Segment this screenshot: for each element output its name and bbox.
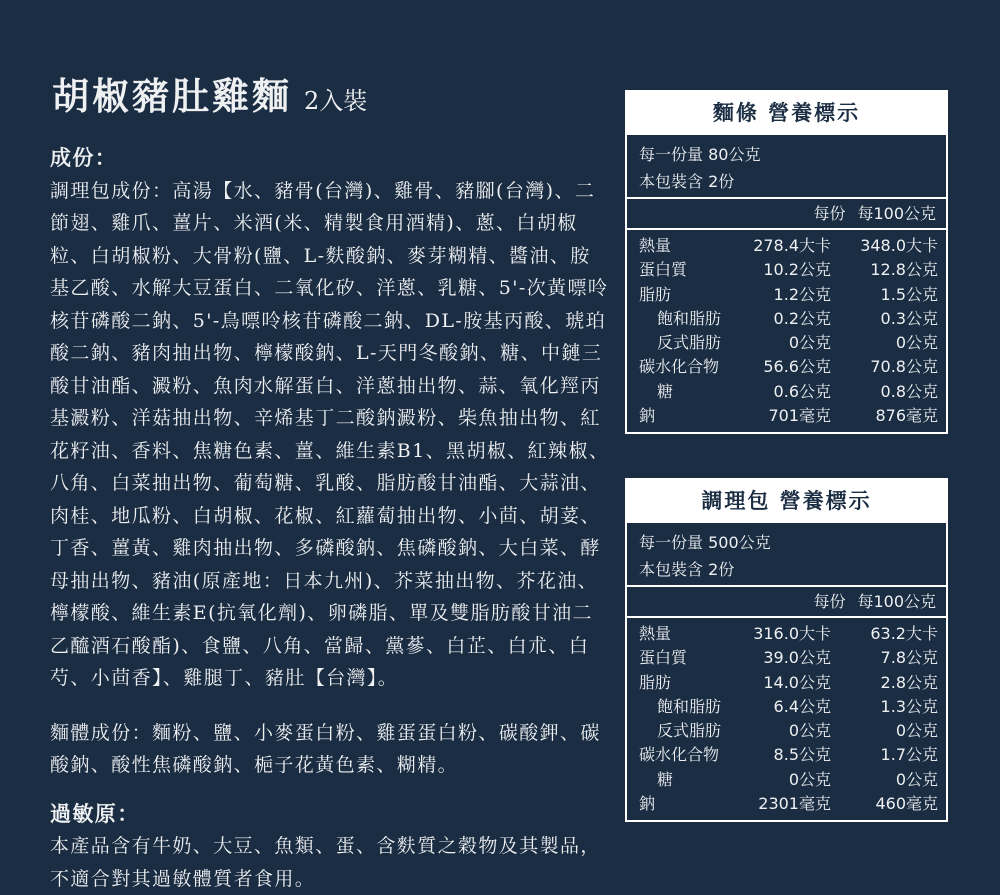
- nutrient-row: [627, 792, 946, 816]
- nutrient-row: [627, 355, 946, 379]
- seasoning-text: 高湯【水、豬骨(台灣)、雞骨、豬腳(台灣)、二節翅、雞爪、薑片、米酒(米、精製食用酒精)、蔥、白胡椒粒、白胡椒粉、大骨粉(鹽、L-麩酸鈉、麥芽糊精、醬油、胺基乙酸、水解大豆蛋白、二氧化矽、洋蔥、乳糖、5'-次黃嘌呤核苷磷酸二鈉、5'-鳥嘌呤核苷磷酸二鈉、DL-胺基丙酸、琥珀酸二鈉、豬肉抽出物、檸檬酸鈉、L-天門冬酸鈉、糖、中鏈三酸甘油酯、澱粉、魚肉水解蛋白、洋蔥抽出物、蒜、氧化羥丙基澱粉、洋菇抽出物、辛烯基丁二酸鈉澱粉、柴魚抽出物、紅花籽油、香料、焦糖色素、薑、維生素B1、黑胡椒、紅辣椒、八角、白菜抽出物、葡萄糖、乳酸、脂肪酸甘油酯、大蒜油、肉桂、地瓜粉、白胡椒、花椒、紅蘿蔔抽出物、小茴、胡荽、丁香、薑黃、雞肉抽出物、多磷酸鈉、焦磷酸鈉、大白菜、酵母抽出物、豬油(原產地：日本九州)、芥菜抽出物、芥花油、檸檬酸、維生素E(抗氧化劑)、卵磷脂、單及雙脂肪酸甘油二乙醯酒石酸酯)、食鹽、八角、當歸、黨蔘、白芷、白朮、白芍、小茴香】、雞腿丁、豬肚【台灣】。: [50, 179, 610, 689]
- nutrient-name: 飽和脂肪: [657, 308, 722, 328]
- per-100g-value: 876毫克: [875, 406, 938, 426]
- col-per-100g: 每100公克: [857, 204, 936, 223]
- ingredients-heading: 成份：: [50, 145, 118, 170]
- nutrient-name: 飽和脂肪: [657, 696, 722, 716]
- nutrient-rows: [627, 618, 946, 820]
- nutrient-name: 脂肪: [639, 672, 672, 692]
- per-serving-value: 2301毫克: [758, 794, 831, 814]
- nutrient-row: [627, 622, 946, 646]
- ingredients-section: [50, 142, 610, 895]
- per-100g-value: 70.8公克: [870, 357, 938, 377]
- col-per-serving: 每份: [813, 204, 846, 223]
- serving-info: [627, 523, 946, 587]
- per-100g-value: 7.8公克: [880, 648, 938, 668]
- nutrient-row: [627, 404, 946, 428]
- per-100g-value: 1.3公克: [880, 696, 938, 716]
- per-serving-value: 6.4公克: [773, 696, 831, 716]
- spacer: [50, 695, 610, 717]
- nutrient-row: [627, 646, 946, 670]
- nutrient-name: 鈉: [639, 794, 656, 814]
- seasoning-ingredients: [50, 175, 610, 695]
- nutrient-name: 蛋白質: [639, 260, 688, 280]
- noodle-text: 麵粉、鹽、小麥蛋白粉、雞蛋蛋白粉、碳酸鉀、碳酸鈉、酸性焦磷酸鈉、梔子花黃色素、糊精。: [50, 721, 601, 776]
- seasoning-nutrition-panel: [625, 478, 948, 822]
- per-serving-value: 8.5公克: [773, 745, 831, 765]
- nutrient-row: [627, 307, 946, 331]
- nutrient-row: [627, 719, 946, 743]
- nutrient-name: 蛋白質: [639, 648, 688, 668]
- nutrient-row: [627, 380, 946, 404]
- col-per-serving: 每份: [813, 592, 846, 611]
- per-100g-value: 63.2大卡: [870, 624, 938, 643]
- nutrient-row: [627, 258, 946, 282]
- nutrient-rows: [627, 230, 946, 432]
- per-100g-value: 2.8公克: [880, 672, 938, 692]
- per-serving-value: 10.2公克: [763, 260, 831, 280]
- nutrient-name: 糖: [657, 381, 674, 401]
- nutrient-row: [627, 283, 946, 307]
- allergen-text: 本產品含有牛奶、大豆、魚類、蛋、含麩質之穀物及其製品，不適合對其過敏體質者食用。: [50, 835, 601, 890]
- noodle-ingredients: [50, 717, 610, 782]
- per-serving-value: 0.2公克: [773, 308, 831, 328]
- per-serving-value: 1.2公克: [773, 284, 831, 304]
- nutrient-row: [627, 671, 946, 695]
- per-serving-value: 56.6公克: [763, 357, 831, 377]
- noodle-label: 麵體成份：: [50, 721, 153, 744]
- seasoning-label: 調理包成份：: [50, 179, 173, 202]
- product-title: [52, 66, 367, 120]
- per-100g-value: 0公克: [895, 333, 938, 353]
- per-100g-value: 460毫克: [875, 794, 938, 814]
- col-per-100g: 每100公克: [857, 592, 936, 611]
- per-serving-value: 316.0大卡: [753, 624, 831, 643]
- nutrient-row: [627, 743, 946, 767]
- per-serving-value: 0公克: [788, 721, 831, 741]
- serving-size: 每一份量 500公克: [639, 533, 771, 552]
- nutrient-name: 脂肪: [639, 284, 672, 304]
- servings-per-pack: 本包裝含 2份: [639, 560, 735, 579]
- column-headers: [627, 199, 946, 230]
- nutrient-name: 碳水化合物: [639, 745, 720, 765]
- nutrient-name: 糖: [657, 769, 674, 789]
- nutrient-name: 反式脂肪: [657, 721, 722, 741]
- nutrient-row: [627, 331, 946, 355]
- product-name: 胡椒豬肚雞麵: [52, 74, 292, 118]
- per-100g-value: 1.7公克: [880, 745, 938, 765]
- serving-size: 每一份量 80公克: [639, 145, 761, 164]
- servings-per-pack: 本包裝含 2份: [639, 172, 735, 191]
- per-serving-value: 701毫克: [768, 406, 831, 426]
- per-100g-value: 0.8公克: [880, 381, 938, 401]
- per-100g-value: 348.0大卡: [860, 236, 938, 255]
- per-100g-value: 0公克: [895, 769, 938, 789]
- per-serving-value: 0.6公克: [773, 381, 831, 401]
- per-100g-value: 0.3公克: [880, 308, 938, 328]
- per-serving-value: 39.0公克: [763, 648, 831, 668]
- per-serving-value: 278.4大卡: [753, 236, 831, 255]
- per-serving-value: 0公克: [788, 333, 831, 353]
- nutrient-name: 熱量: [639, 236, 672, 255]
- nutrient-row: [627, 234, 946, 258]
- nutrient-name: 反式脂肪: [657, 333, 722, 353]
- panel-header: 麵條 營養標示: [627, 92, 946, 135]
- nutrient-name: 碳水化合物: [639, 357, 720, 377]
- per-serving-value: 14.0公克: [763, 672, 831, 692]
- per-100g-value: 1.5公克: [880, 284, 938, 304]
- serving-info: [627, 135, 946, 199]
- panel-header: 調理包 營養標示: [627, 480, 946, 523]
- nutrient-name: 熱量: [639, 624, 672, 643]
- allergen-heading: 過敏原：: [50, 800, 140, 826]
- column-headers: [627, 587, 946, 618]
- nutrient-row: [627, 695, 946, 719]
- per-100g-value: 12.8公克: [870, 260, 938, 280]
- nutrient-name: 鈉: [639, 406, 656, 426]
- noodle-nutrition-panel: [625, 90, 948, 434]
- nutrient-row: [627, 768, 946, 792]
- spacer: [50, 782, 610, 798]
- package-count: 2入裝: [304, 87, 368, 115]
- per-100g-value: 0公克: [895, 721, 938, 741]
- per-serving-value: 0公克: [788, 769, 831, 789]
